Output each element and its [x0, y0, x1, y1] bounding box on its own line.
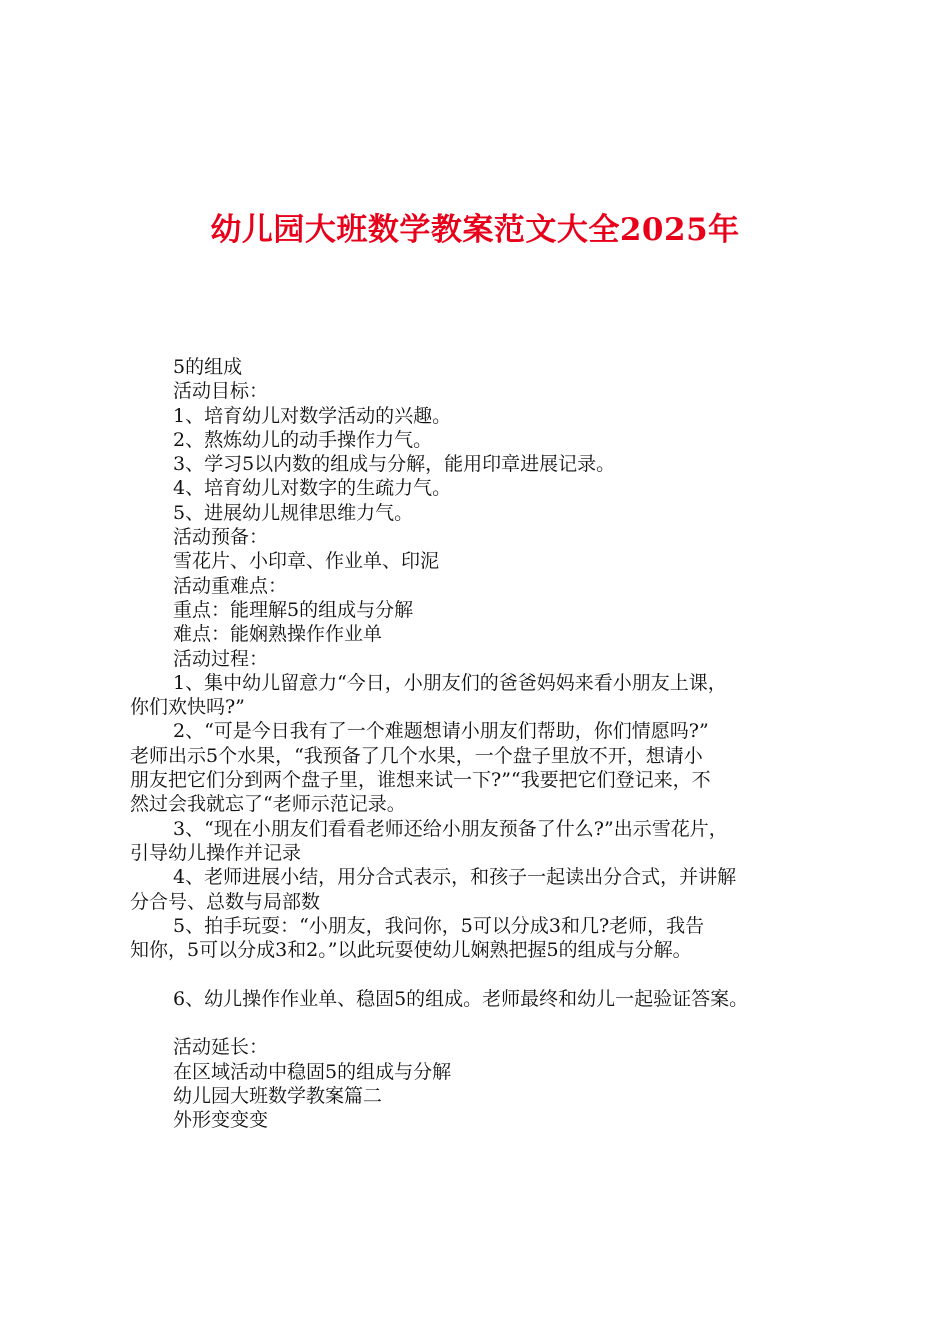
body-line: 5、进展幼儿规律思维力气。 — [173, 501, 414, 524]
body-line: 重点：能理解5的组成与分解 — [173, 598, 414, 621]
document-title: 幼儿园大班数学教案范文大全2025年 — [210, 212, 740, 248]
body-line: 3、学习5以内数的组成与分解，能用印章进展记录。 — [173, 453, 616, 476]
body-line: 活动过程： — [173, 647, 269, 670]
body-line: 朋友把它们分到两个盘子里，谁想来试一下?”“我要把它们登记来，不 — [130, 769, 711, 792]
body-line: 你们欢快吗?” — [130, 696, 245, 719]
body-line: 5、拍手玩耍：“小朋友，我问你，5可以分成3和几?老师，我告 — [173, 914, 705, 937]
body-line: 幼儿园大班数学教案篇二 — [173, 1084, 383, 1107]
blank-line — [130, 1011, 840, 1035]
document-body — [130, 355, 840, 1133]
body-line: 6、幼儿操作作业单、稳固5的组成。老师最终和幼儿一起验证答案。 — [173, 987, 749, 1010]
body-line: 在区域活动中稳固5的组成与分解 — [173, 1060, 452, 1083]
body-line: 外形变变变 — [173, 1109, 269, 1132]
body-line: 3、“现在小朋友们看看老师还给小朋友预备了什么?”出示雪花片， — [173, 817, 728, 840]
body-line: 老师出示5个水果，“我预备了几个水果，一个盘子里放不开，想请小 — [130, 744, 703, 767]
body-line: 分合号、总数与局部数 — [130, 890, 321, 913]
body-line: 然过会我就忘了“老师示范记录。 — [130, 793, 406, 816]
body-line: 活动预备： — [173, 526, 269, 549]
body-line: 知你，5可以分成3和2。”以此玩耍使幼儿娴熟把握5的组成与分解。 — [130, 939, 692, 962]
blank-line — [130, 962, 840, 986]
body-line: 1、培育幼儿对数学活动的兴趣。 — [173, 404, 452, 427]
body-line: 雪花片、小印章、作业单、印泥 — [173, 550, 440, 573]
body-line: 2、熬炼幼儿的动手操作力气。 — [173, 428, 433, 451]
body-line: 2、“可是今日我有了一个难题想请小朋友们帮助，你们情愿吗?” — [173, 720, 709, 743]
body-line: 引导幼儿操作并记录 — [130, 841, 302, 864]
body-line: 4、老师进展小结，用分合式表示，和孩子一起读出分合式，并讲解 — [173, 866, 737, 889]
body-line: 难点：能娴熟操作作业单 — [173, 623, 383, 646]
body-line: 活动延长： — [173, 1036, 269, 1059]
body-line: 5的组成 — [173, 356, 243, 378]
body-line: 4、培育幼儿对数字的生疏力气。 — [173, 477, 452, 500]
body-line: 活动重难点： — [173, 574, 288, 597]
body-line: 1、集中幼儿留意力“今日，小朋友们的爸爸妈妈来看小朋友上课， — [173, 671, 727, 694]
body-line: 活动目标： — [173, 380, 269, 403]
